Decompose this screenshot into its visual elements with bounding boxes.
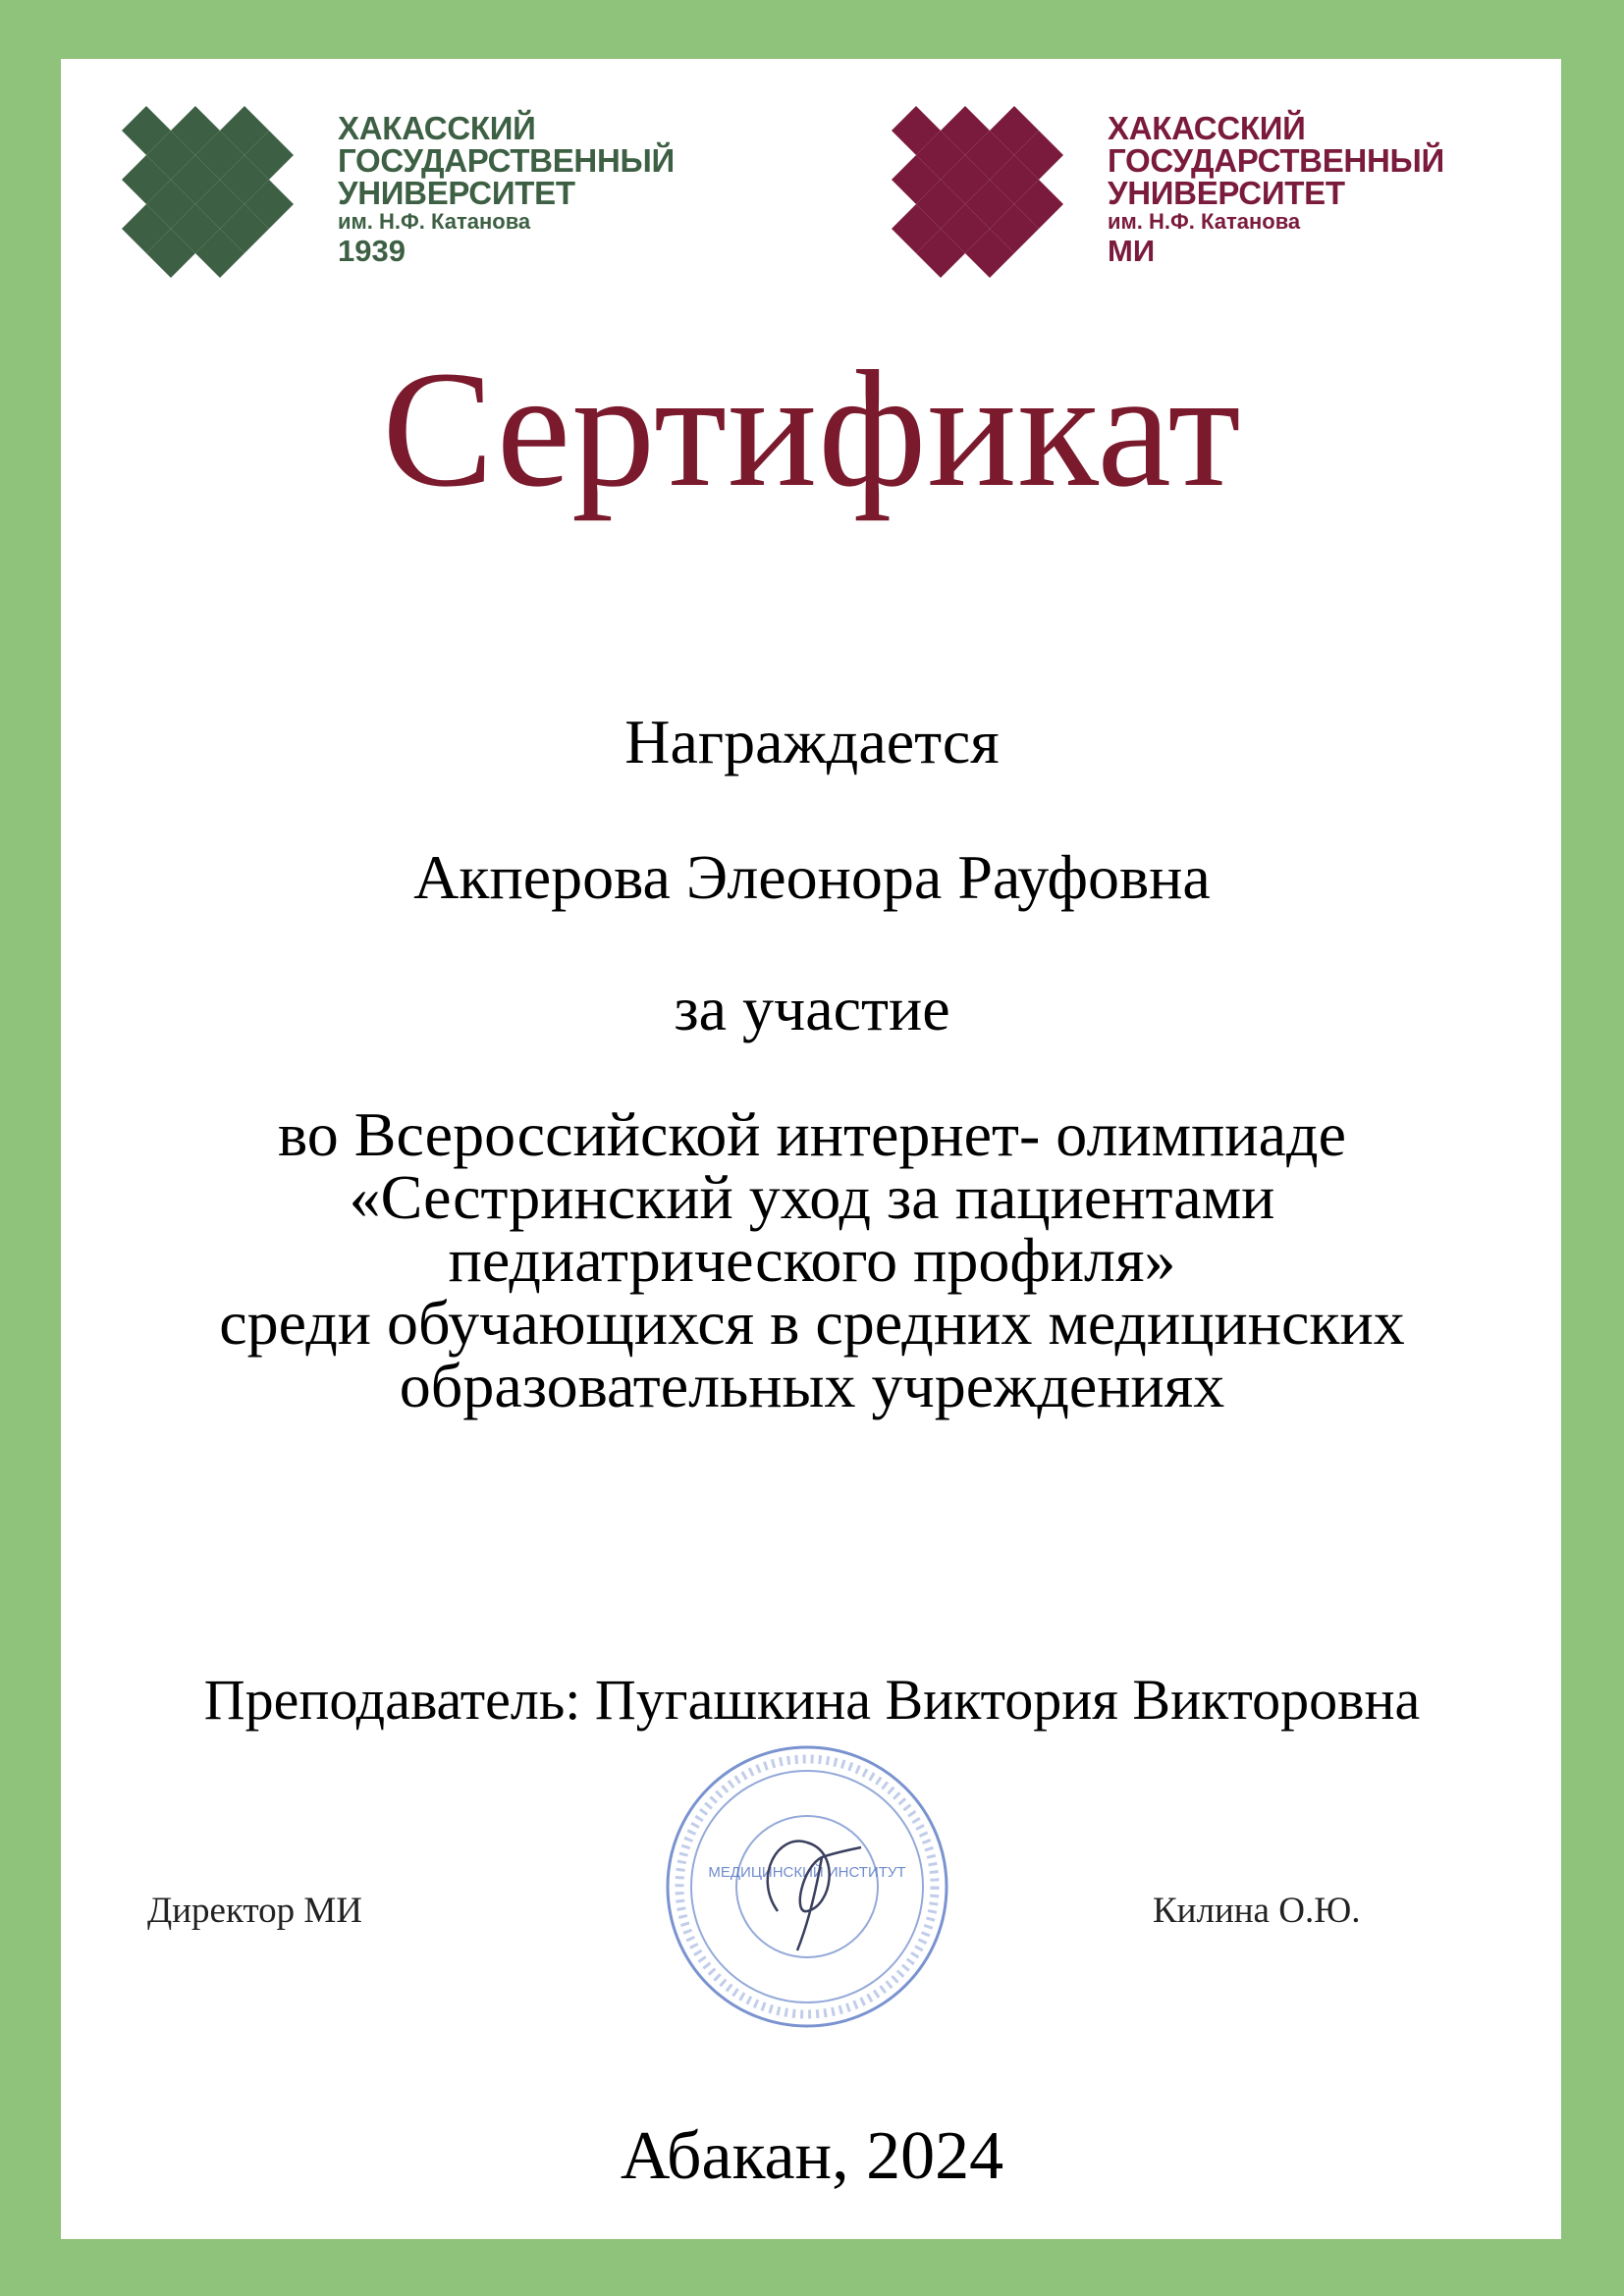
event-line-3: педиатрического профиля» — [448, 1225, 1176, 1295]
logo-line-3: УНИВЕРСИТЕТ — [338, 175, 575, 211]
event-line-4: среди обучающихся в средних медицинских — [219, 1288, 1405, 1358]
awarded-label: Награждается — [624, 707, 1000, 776]
diamond-grid-icon — [892, 106, 1088, 302]
recipient-name: Акперова Элеонора Рауфовна — [413, 842, 1211, 912]
event-line-2: «Сестринский уход за пациентами — [349, 1162, 1275, 1232]
signature-mark — [768, 1842, 861, 1950]
diamond-grid-icon — [122, 106, 318, 302]
institution-stamp — [660, 1739, 954, 2039]
teacher-line: Преподаватель: Пугашкина Виктория Викторовна — [203, 1668, 1421, 1732]
logo-line-3: УНИВЕРСИТЕТ — [1108, 175, 1345, 211]
director-name: Килина О.Ю. — [1153, 1891, 1361, 1931]
logo-line-1: ХАКАССКИЙ — [1108, 110, 1306, 146]
logo-institute: МИ — [1108, 234, 1156, 268]
logo-subtitle: им. Н.Ф. Катанова — [1108, 209, 1301, 234]
logo-line-2: ГОСУДАРСТВЕННЫЙ — [338, 142, 675, 179]
logo-line-2: ГОСУДАРСТВЕННЫЙ — [1108, 142, 1444, 179]
event-line-1: во Всероссийской интернет- олимпиаде — [278, 1099, 1346, 1169]
logo-line-1: ХАКАССКИЙ — [338, 110, 536, 146]
event-line-5: образовательных учреждениях — [399, 1351, 1225, 1420]
event-description — [0, 1099, 1624, 1420]
stamp-text: МЕДИЦИНСКИЙ ИНСТИТУТ — [708, 1864, 906, 1881]
city-year: Абакан, 2024 — [620, 2118, 1004, 2194]
participation-label: за участие — [674, 974, 950, 1043]
director-label: Директор МИ — [147, 1891, 363, 1931]
logo-subtitle: им. Н.Ф. Катанова — [338, 209, 531, 234]
logo-year: 1939 — [338, 234, 406, 268]
certificate-title: Сертификат — [382, 337, 1242, 521]
